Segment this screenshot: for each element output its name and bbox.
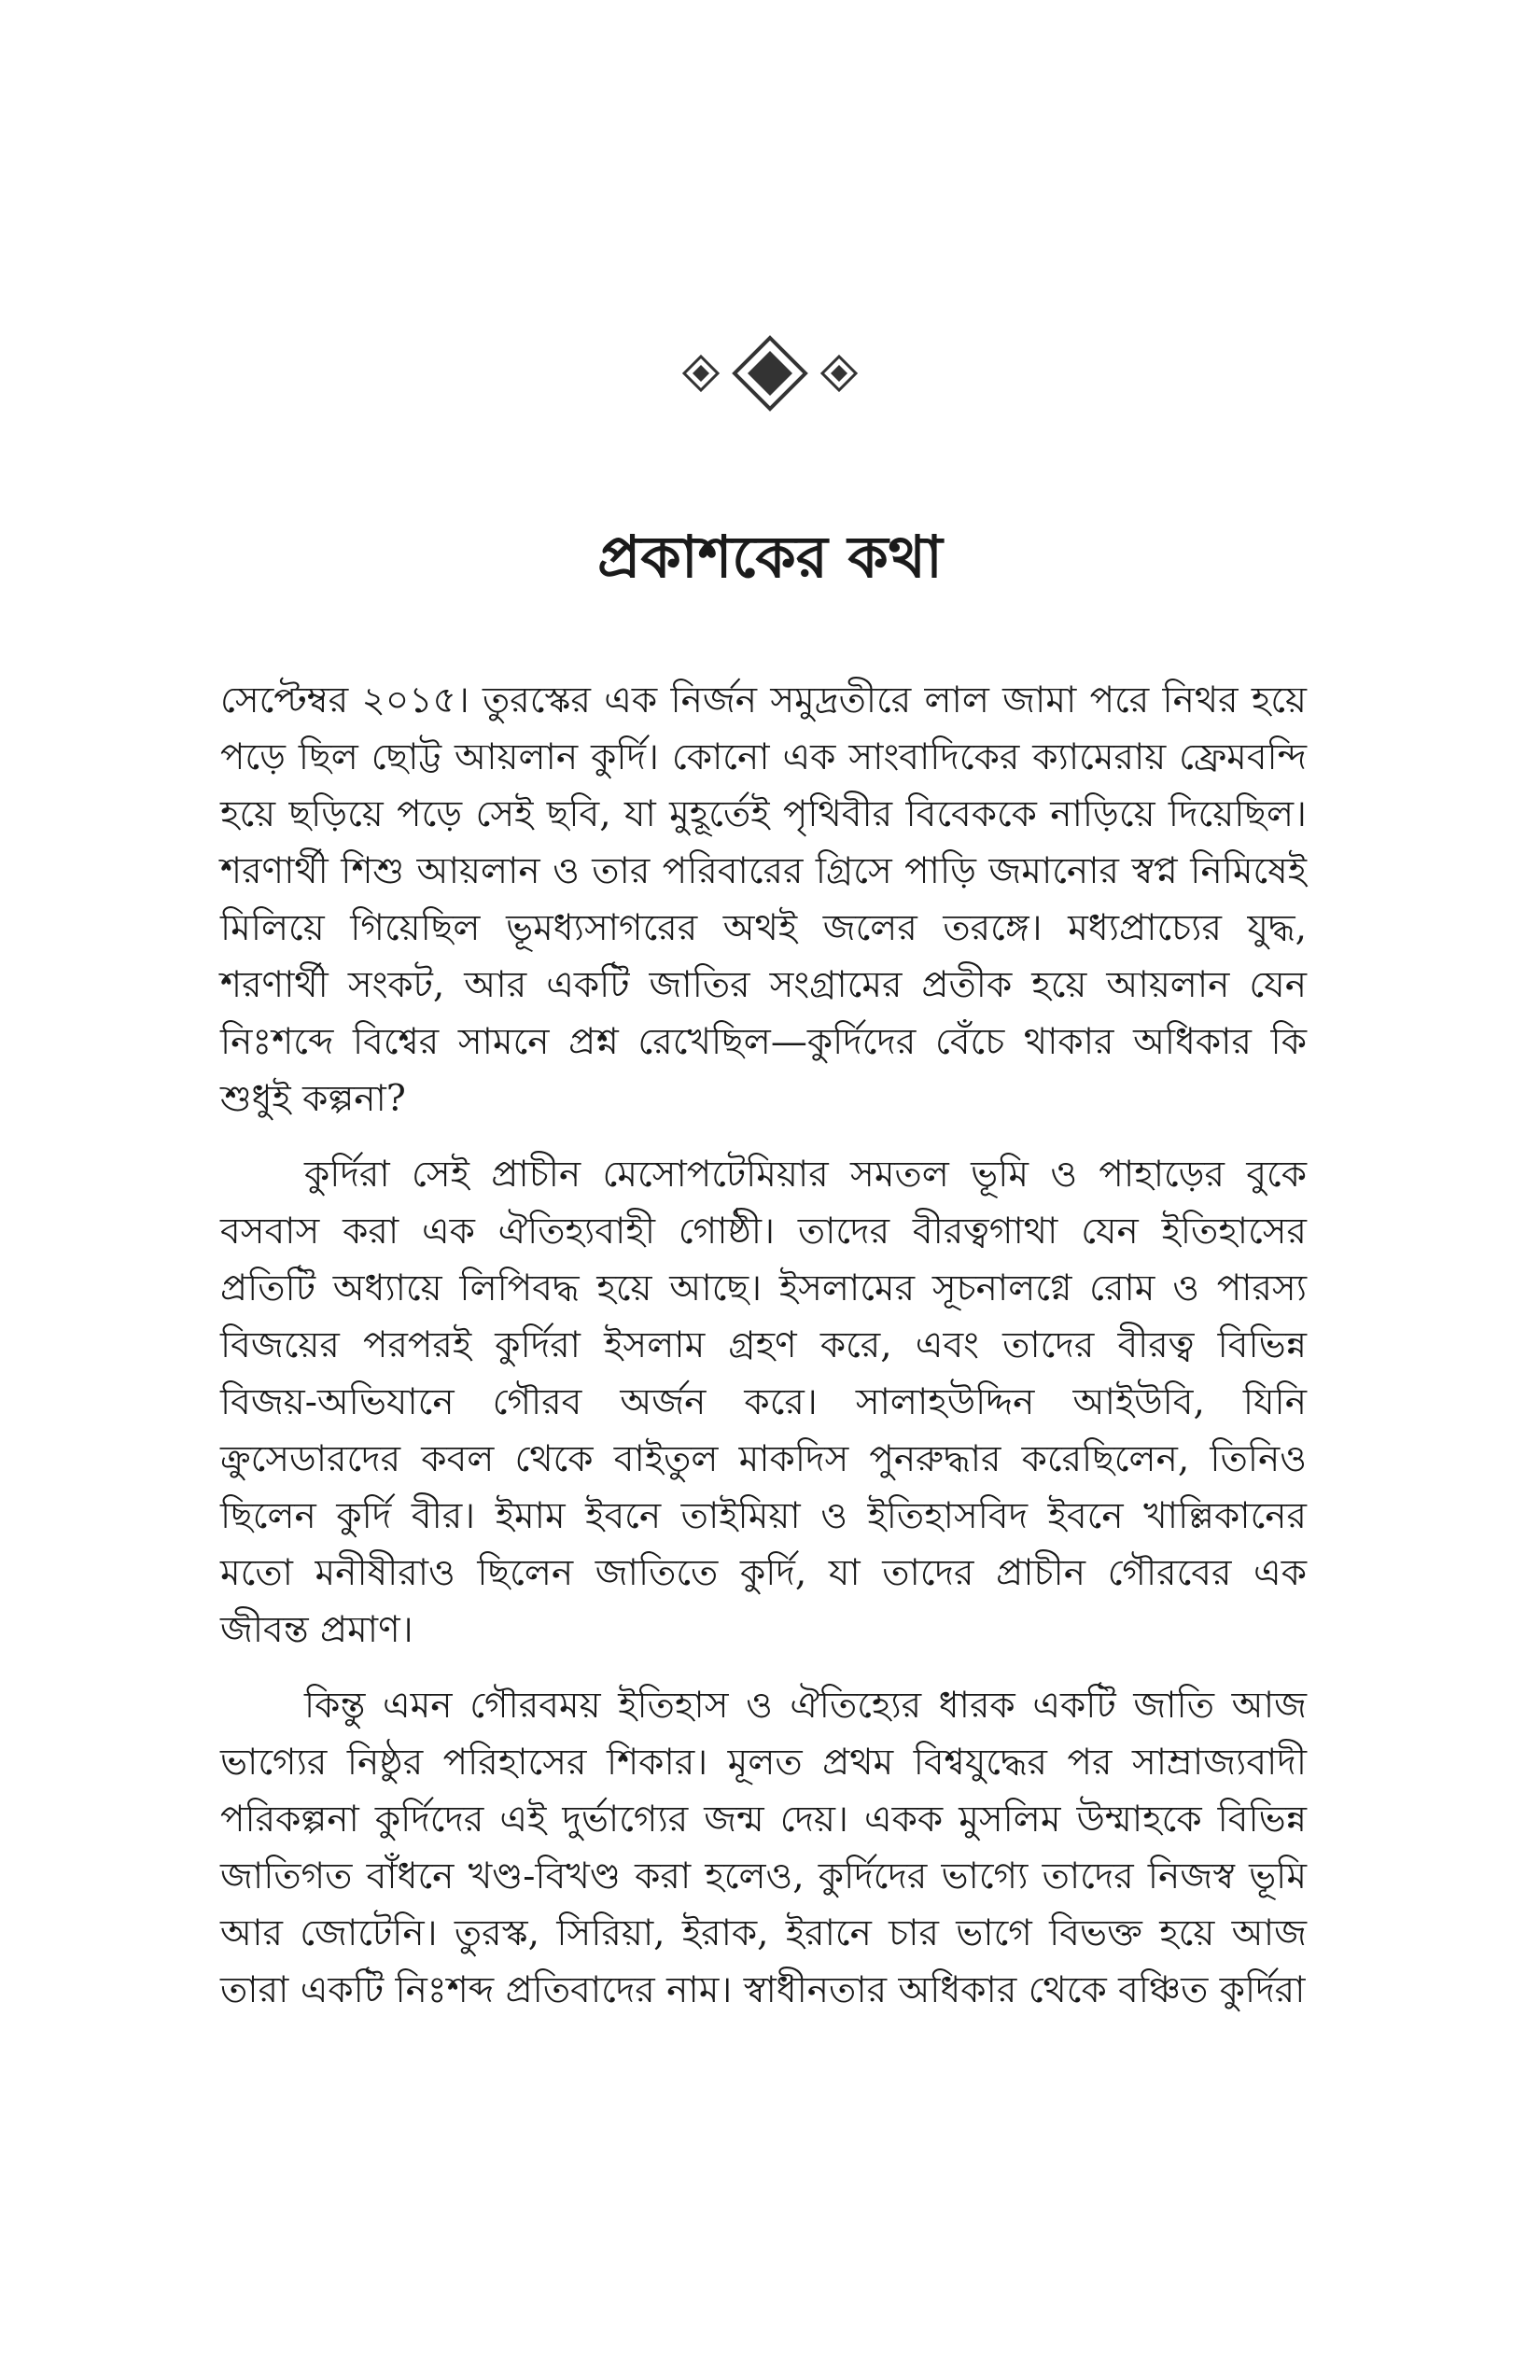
- body-text: [220, 672, 1307, 2037]
- paragraph-1: সেপ্টেম্বর ২০১৫। তুরস্কের এক নির্জন সমুদ্রতীরে লাল জামা পরে নিথর হয়ে পড়ে ছিল ছোট্ট আয়লান কুর্দি। কোনো এক সাংবাদিকের ক্যামেরায় ফ্রেমবন্দি হয়ে ছড়িয়ে পড়ে সেই ছবি, যা মুহূর্তেই পৃথিবীর বিবেককে নাড়িয়ে দিয়েছিল। শরণার্থী শিশু আয়লান ও তার পরিবারের গ্রিসে পাড়ি জমানোর স্বপ্ন নিমিষেই মিলিয়ে গিয়েছিল ভূমধ্যসাগরের অথই জলের তরঙ্গে। মধ্যপ্রাচ্যের যুদ্ধ, শরণার্থী সংকট, আর একটি জাতির সংগ্রামের প্রতীক হয়ে আয়লান যেন নিঃশব্দে বিশ্বের সামনে প্রশ্ন রেখেছিল—কুর্দিদের বেঁচে থাকার অধিকার কি শুধুই কল্পনা?: [220, 679, 1307, 1120]
- small-diamond-left-icon: [684, 357, 718, 390]
- paragraph-3: কিন্তু এমন গৌরবময় ইতিহাস ও ঐতিহ্যের ধারক একটি জাতি আজ ভাগ্যের নিষ্ঠুর পরিহাসের শিকার। মূলত প্রথম বিশ্বযুদ্ধের পর সাম্রাজ্যবাদী পরিকল্পনা কুর্দিদের এই দুর্ভাগ্যের জন্ম দেয়। একক মুসলিম উম্মাহকে বিভিন্ন জাতিগত বাঁধনে খণ্ড-বিখণ্ড করা হলেও, কুর্দিদের ভাগ্যে তাদের নিজস্ব ভূমি আর জোটেনি। তুরস্ক, সিরিয়া, ইরাক, ইরানে চার ভাগে বিভক্ত হয়ে আজ তারা একটি নিঃশব্দ প্রতিবাদের নাম। স্বাধীনতার অধিকার থেকে বঞ্চিত কুর্দিরা: [220, 1685, 1307, 2011]
- diamond-ornament-icon: [0, 317, 1540, 429]
- diamond-ornament-svg: [677, 317, 863, 429]
- large-diamond-center-icon: [735, 338, 805, 409]
- small-diamond-right-icon: [822, 357, 856, 390]
- paragraph-2: কুর্দিরা সেই প্রাচীন মেসোপটেমিয়ার সমতল ভূমি ও পাহাড়ের বুকে বসবাস করা এক ঐতিহ্যবাহী গোষ্ঠী। তাদের বীরত্বগাথা যেন ইতিহাসের প্রতিটি অধ্যায়ে লিপিবদ্ধ হয়ে আছে। ইসলামের সূচনালগ্নে রোম ও পারস্য বিজয়ের পরপরই কুর্দিরা ইসলাম গ্রহণ করে, এবং তাদের বীরত্ব বিভিন্ন বিজয়-অভিযানে গৌরব অর্জন করে। সালাহউদ্দিন আইউবি, যিনি ক্রুসেডারদের কবল থেকে বাইতুল মাকদিস পুনরুদ্ধার করেছিলেন, তিনিও ছিলেন কুর্দি বীর। ইমাম ইবনে তাইমিয়া ও ইতিহাসবিদ ইবনে খাল্লিকানের মতো মনীষীরাও ছিলেন জাতিতে কুর্দি, যা তাদের প্রাচীন গৌরবের এক জীবন্ত প্রমাণ।: [220, 1154, 1307, 1651]
- page-title: প্রকাশকের কথা: [597, 523, 943, 591]
